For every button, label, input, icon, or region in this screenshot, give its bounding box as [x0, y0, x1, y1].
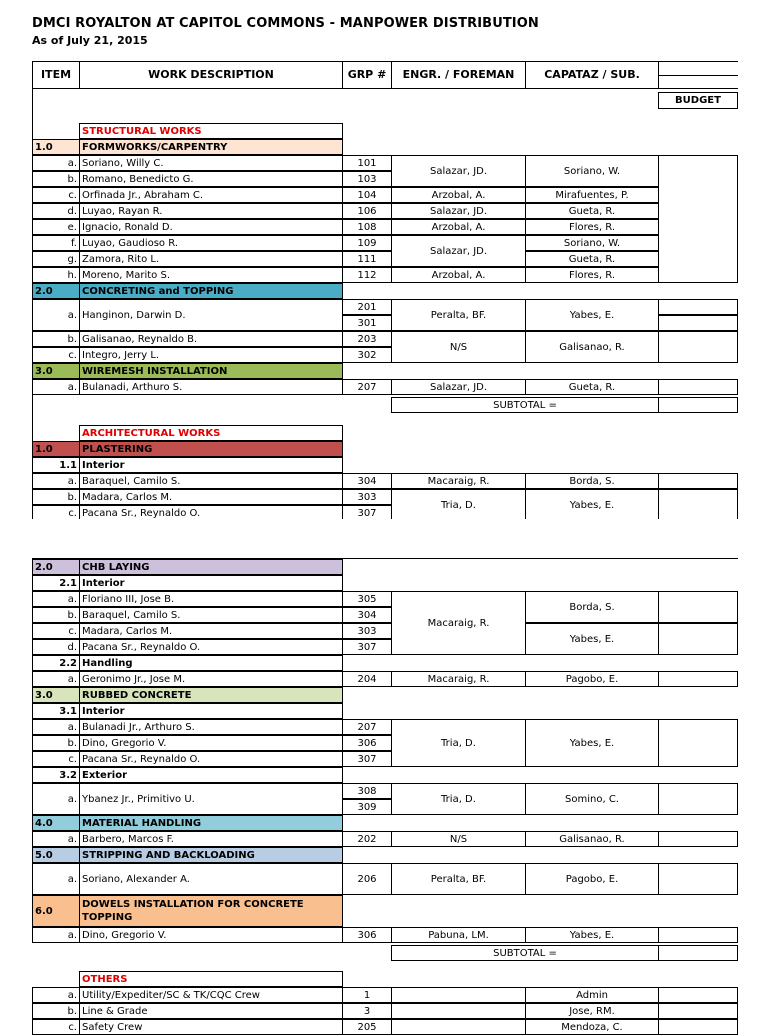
- group-number: 101: [342, 155, 392, 171]
- section-label: OTHERS: [79, 971, 343, 987]
- worker-name: Safety Crew: [79, 1019, 343, 1035]
- capataz: Mendoza, C.: [525, 1019, 659, 1035]
- worker-name: Pacana Sr., Reynaldo O.: [79, 505, 343, 521]
- row-letter: a.: [32, 987, 80, 1003]
- section-number: 3.0: [32, 687, 80, 703]
- budget-cell: [658, 927, 738, 943]
- budget-cell: [658, 315, 738, 331]
- capataz: Admin: [525, 987, 659, 1003]
- worker-name: Ignacio, Ronald D.: [79, 219, 343, 235]
- group-number: 207: [342, 379, 392, 395]
- group-number: 203: [342, 331, 392, 347]
- budget-cell: [658, 591, 738, 623]
- subsection-number: 2.2: [32, 655, 80, 671]
- worker-name: Bulanadi Jr., Arthuro S.: [79, 719, 343, 735]
- group-number: 206: [342, 863, 392, 895]
- worker-name: Zamora, Rito L.: [79, 251, 343, 267]
- row-letter: c.: [32, 187, 80, 203]
- section-title: STRIPPING AND BACKLOADING: [79, 847, 343, 863]
- capataz: Borda, S.: [525, 473, 659, 489]
- section-title: CONCRETING and TOPPING: [79, 283, 343, 299]
- budget-cell: [658, 489, 738, 521]
- row-letter: f.: [32, 235, 80, 251]
- engr-foreman: Arzobal, A.: [391, 187, 526, 203]
- row-letter: b.: [32, 331, 80, 347]
- group-number: 3: [342, 1003, 392, 1019]
- row-letter: a.: [32, 379, 80, 395]
- subsection-title: Interior: [79, 703, 343, 719]
- worker-name: Dino, Gregorio V.: [79, 927, 343, 943]
- group-number: 302: [342, 347, 392, 363]
- capataz: Borda, S.: [525, 591, 659, 623]
- budget-cell: [658, 719, 738, 767]
- section-number: 1.0: [32, 139, 80, 155]
- capataz: Galisanao, R.: [525, 831, 659, 847]
- group-number: 103: [342, 171, 392, 187]
- section-number: 6.0: [32, 895, 80, 927]
- section-number: 5.0: [32, 847, 80, 863]
- group-number: 207: [342, 719, 392, 735]
- budget-cell: [658, 379, 738, 395]
- worker-name: Luyao, Gaudioso R.: [79, 235, 343, 251]
- engr-foreman: [391, 987, 526, 1003]
- group-number: 204: [342, 671, 392, 687]
- capataz: Gueta, R.: [525, 379, 659, 395]
- engr-foreman: Salazar, JD.: [391, 235, 526, 267]
- group-number: 303: [342, 489, 392, 505]
- worker-name: Barbero, Marcos F.: [79, 831, 343, 847]
- group-number: 309: [342, 799, 392, 815]
- page-title: DMCI ROYALTON AT CAPITOL COMMONS - MANPOWER DISTRIBUTION: [32, 16, 539, 31]
- row-letter: c.: [32, 1019, 80, 1035]
- row-letter: e.: [32, 219, 80, 235]
- worker-name: Soriano, Alexander A.: [79, 863, 343, 895]
- worker-name: Galisanao, Reynaldo B.: [79, 331, 343, 347]
- engr-foreman: Tria, D.: [391, 719, 526, 767]
- section-title-line: DOWELS INSTALLATION FOR CONCRETE: [82, 899, 304, 910]
- row-letter: g.: [32, 251, 80, 267]
- header-capataz: CAPATAZ / SUB.: [525, 61, 659, 89]
- row-letter: c.: [32, 751, 80, 767]
- group-number: 306: [342, 735, 392, 751]
- section-title-line: TOPPING: [82, 912, 133, 923]
- worker-name: Utility/Expediter/SC & TK/CQC Crew: [79, 987, 343, 1003]
- worker-name: Luyao, Rayan R.: [79, 203, 343, 219]
- worker-name: Madara, Carlos M.: [79, 623, 343, 639]
- row-letter: d.: [32, 203, 80, 219]
- budget-cell: [658, 623, 738, 655]
- row-letter: a.: [32, 831, 80, 847]
- worker-name: Line & Grade: [79, 1003, 343, 1019]
- capataz: Flores, R.: [525, 267, 659, 283]
- engr-foreman: Peralta, BF.: [391, 299, 526, 331]
- worker-name: Bulanadi, Arthuro S.: [79, 379, 343, 395]
- group-number: 108: [342, 219, 392, 235]
- subsection-title: Interior: [79, 575, 343, 591]
- row-letter: b.: [32, 735, 80, 751]
- capataz: Soriano, W.: [525, 155, 659, 187]
- capataz: Soriano, W.: [525, 235, 659, 251]
- capataz: Yabes, E.: [525, 299, 659, 331]
- subsection-number: 3.1: [32, 703, 80, 719]
- engr-foreman: [391, 1019, 526, 1035]
- subsection-number: 1.1: [32, 457, 80, 473]
- budget-cell: [658, 299, 738, 315]
- row-letter: d.: [32, 639, 80, 655]
- group-number: 1: [342, 987, 392, 1003]
- engr-foreman: Macaraig, R.: [391, 671, 526, 687]
- subsection-number: 2.1: [32, 575, 80, 591]
- engr-foreman: Arzobal, A.: [391, 267, 526, 283]
- section-title: CHB LAYING: [79, 559, 343, 575]
- section-label: STRUCTURAL WORKS: [79, 123, 343, 139]
- page-break: [32, 519, 738, 559]
- subsection-number: 3.2: [32, 767, 80, 783]
- group-number: 202: [342, 831, 392, 847]
- worker-name: Hanginon, Darwin D.: [79, 299, 343, 331]
- header-work-description: WORK DESCRIPTION: [79, 61, 343, 89]
- section-title: MATERIAL HANDLING: [79, 815, 343, 831]
- subtotal-label: SUBTOTAL =: [391, 945, 659, 961]
- budget-cell: [658, 987, 738, 1003]
- group-number: 201: [342, 299, 392, 315]
- engr-foreman: Tria, D.: [391, 489, 526, 521]
- group-number: 304: [342, 607, 392, 623]
- engr-foreman: Arzobal, A.: [391, 219, 526, 235]
- section-title: FORMWORKS/CARPENTRY: [79, 139, 343, 155]
- worker-name: Pacana Sr., Reynaldo O.: [79, 639, 343, 655]
- row-letter: a.: [32, 591, 80, 607]
- capataz: Flores, R.: [525, 219, 659, 235]
- engr-foreman: Pabuna, LM.: [391, 927, 526, 943]
- subsection-title: Interior: [79, 457, 343, 473]
- section-number: 3.0: [32, 363, 80, 379]
- group-number: 305: [342, 591, 392, 607]
- section-title: [79, 895, 343, 927]
- section-number: 1.0: [32, 441, 80, 457]
- engr-foreman: N/S: [391, 831, 526, 847]
- row-letter: c.: [32, 505, 80, 521]
- group-number: 104: [342, 187, 392, 203]
- group-number: 112: [342, 267, 392, 283]
- budget-cell: [658, 331, 738, 363]
- budget-cell: [658, 1019, 738, 1035]
- capataz: Yabes, E.: [525, 489, 659, 521]
- worker-name: Moreno, Marito S.: [79, 267, 343, 283]
- section-number: 2.0: [32, 283, 80, 299]
- engr-foreman: Macaraig, R.: [391, 591, 526, 655]
- header-grp: GRP #: [342, 61, 392, 89]
- section-number: 2.0: [32, 559, 80, 575]
- group-number: 109: [342, 235, 392, 251]
- engr-foreman: Salazar, JD.: [391, 155, 526, 187]
- worker-name: Madara, Carlos M.: [79, 489, 343, 505]
- section-title: WIREMESH INSTALLATION: [79, 363, 343, 379]
- budget-cell: [658, 473, 738, 489]
- capataz: Gueta, R.: [525, 203, 659, 219]
- worker-name: Dino, Gregorio V.: [79, 735, 343, 751]
- row-letter: a.: [32, 155, 80, 171]
- capataz: Mirafuentes, P.: [525, 187, 659, 203]
- engr-foreman: Peralta, BF.: [391, 863, 526, 895]
- header-engr-foreman: ENGR. / FOREMAN: [391, 61, 526, 89]
- group-number: 307: [342, 505, 392, 521]
- row-letter: a.: [32, 863, 80, 895]
- capataz: Jose, RM.: [525, 1003, 659, 1019]
- budget-cell: [658, 863, 738, 895]
- group-number: 307: [342, 751, 392, 767]
- engr-foreman: Salazar, JD.: [391, 379, 526, 395]
- subsection-title: Handling: [79, 655, 343, 671]
- budget-cell: [658, 671, 738, 687]
- row-letter: b.: [32, 489, 80, 505]
- group-number: 304: [342, 473, 392, 489]
- budget-cell: [658, 783, 738, 815]
- section-number: 4.0: [32, 815, 80, 831]
- capataz: Yabes, E.: [525, 719, 659, 767]
- capataz: Somino, C.: [525, 783, 659, 815]
- engr-foreman: Salazar, JD.: [391, 203, 526, 219]
- group-number: 111: [342, 251, 392, 267]
- worker-name: Baraquel, Camilo S.: [79, 473, 343, 489]
- group-number: 301: [342, 315, 392, 331]
- section-label: ARCHITECTURAL WORKS: [79, 425, 343, 441]
- worker-name: Ybanez Jr., Primitivo U.: [79, 783, 343, 815]
- budget-cell: [658, 155, 738, 283]
- row-letter: a.: [32, 299, 80, 331]
- group-number: 303: [342, 623, 392, 639]
- group-number: 307: [342, 639, 392, 655]
- capataz: Yabes, E.: [525, 623, 659, 655]
- row-letter: a.: [32, 927, 80, 943]
- budget-cell: [658, 1003, 738, 1019]
- worker-name: Pacana Sr., Reynaldo O.: [79, 751, 343, 767]
- row-letter: c.: [32, 347, 80, 363]
- row-letter: c.: [32, 623, 80, 639]
- engr-foreman: [391, 1003, 526, 1019]
- report-date: As of July 21, 2015: [32, 34, 148, 47]
- capataz: Galisanao, R.: [525, 331, 659, 363]
- row-letter: b.: [32, 1003, 80, 1019]
- budget-cell: [658, 945, 738, 961]
- group-number: 106: [342, 203, 392, 219]
- subsection-title: Exterior: [79, 767, 343, 783]
- group-number: 205: [342, 1019, 392, 1035]
- engr-foreman: N/S: [391, 331, 526, 363]
- group-number: 308: [342, 783, 392, 799]
- budget-cell: [658, 397, 738, 413]
- worker-name: Baraquel, Camilo S.: [79, 607, 343, 623]
- row-letter: h.: [32, 267, 80, 283]
- capataz: Pagobo, E.: [525, 671, 659, 687]
- worker-name: Floriano III, Jose B.: [79, 591, 343, 607]
- row-letter: b.: [32, 607, 80, 623]
- capataz: Gueta, R.: [525, 251, 659, 267]
- row-letter: b.: [32, 171, 80, 187]
- worker-name: Orfinada Jr., Abraham C.: [79, 187, 343, 203]
- header-item: ITEM: [32, 61, 80, 89]
- row-letter: a.: [32, 719, 80, 735]
- worker-name: Integro, Jerry L.: [79, 347, 343, 363]
- subtotal-label: SUBTOTAL =: [391, 397, 659, 413]
- worker-name: Romano, Benedicto G.: [79, 171, 343, 187]
- worker-name: Soriano, Willy C.: [79, 155, 343, 171]
- engr-foreman: Macaraig, R.: [391, 473, 526, 489]
- group-number: 306: [342, 927, 392, 943]
- row-letter: a.: [32, 473, 80, 489]
- budget-cell: [658, 831, 738, 847]
- row-letter: a.: [32, 671, 80, 687]
- section-title: PLASTERING: [79, 441, 343, 457]
- row-letter: a.: [32, 783, 80, 815]
- section-title: RUBBED CONCRETE: [79, 687, 343, 703]
- engr-foreman: Tria, D.: [391, 783, 526, 815]
- capataz: Pagobo, E.: [525, 863, 659, 895]
- capataz: Yabes, E.: [525, 927, 659, 943]
- worker-name: Geronimo Jr., Jose M.: [79, 671, 343, 687]
- header-budget: BUDGET: [658, 92, 738, 109]
